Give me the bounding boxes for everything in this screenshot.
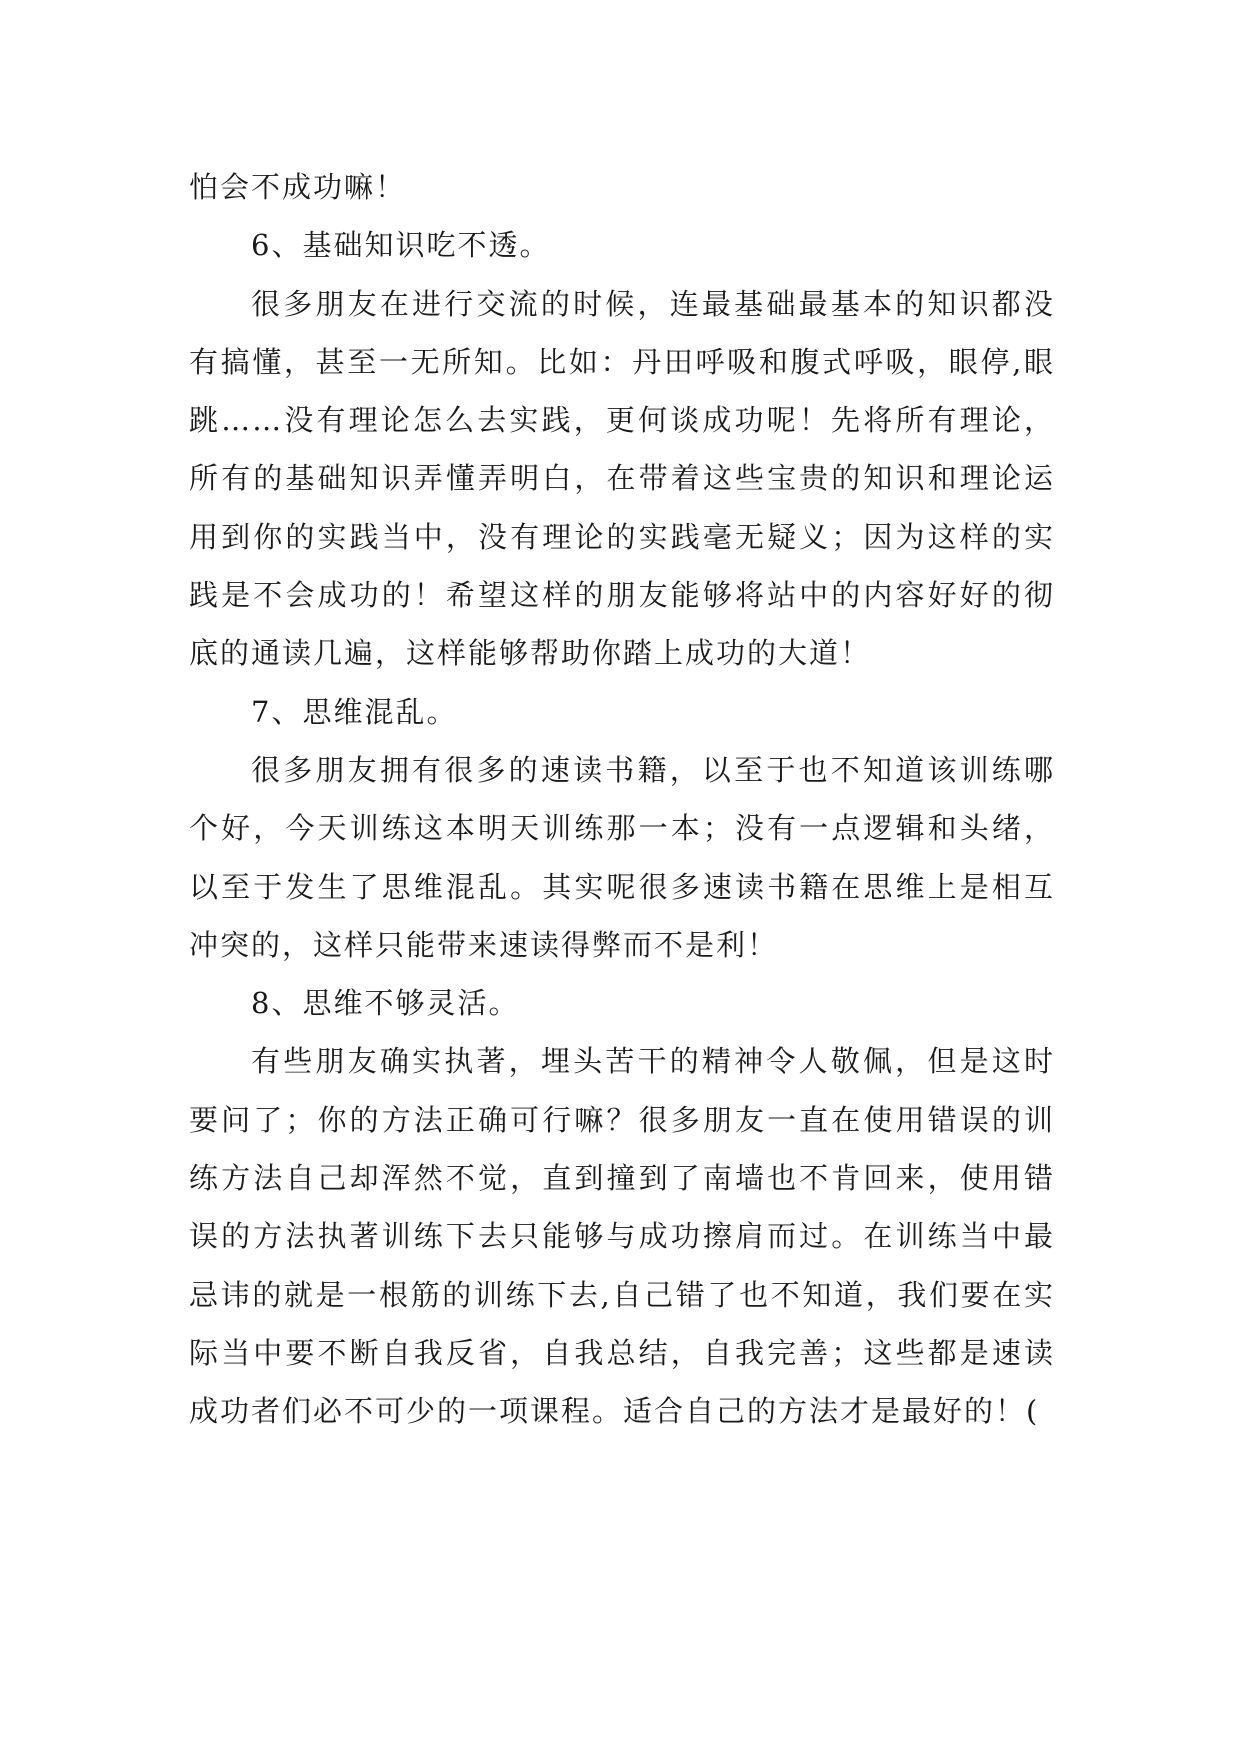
heading-item-8: 8、思维不够灵活。 [251,986,520,1021]
heading-item-7: 7、思维混乱。 [251,694,458,729]
document-body [189,158,1055,1441]
paragraph-continuation: 怕会不成功嘛！ [189,170,407,204]
paragraph-item-6: 很多朋友在进行交流的时候，连最基础最基本的知识都没有搞懂，甚至一无所知。比如：丹田呼吸和腹式呼吸，眼停,眼跳……没有理论怎么去实践，更何谈成功呢！先将所有理论，所有的基础知识弄懂弄明白，在带着这些宝贵的知识和理论运用到你的实践当中，没有理论的实践毫无疑义；因为这样的实践是不会成功的！希望这样的朋友能够将站中的内容好好的彻底的通读几遍，这样能够帮助你踏上成功的大道！ [189,286,1055,671]
paragraph-item-8: 有些朋友确实执著，埋头苦干的精神令人敬佩，但是这时要问了；你的方法正确可行嘛？很多朋友一直在使用错误的训练方法自己却浑然不觉，直到撞到了南墙也不肯回来，使用错误的方法执著训练下去只能够与成功擦肩而过。在训练当中最忌讳的就是一根筋的训练下去,自己错了也不知道，我们要在实际当中要不断自我反省，自我总结，自我完善；这些都是速读成功者们必不可少的一项课程。适合自己的方法才是最好的！( [189,1044,1055,1429]
paragraph-item-7: 很多朋友拥有很多的速读书籍，以至于也不知道该训练哪个好，今天训练这本明天训练那一本；没有一点逻辑和头绪，以至于发生了思维混乱。其实呢很多速读书籍在思维上是相互冲突的，这样只能带来速读得弊而不是利！ [189,752,1055,962]
heading-item-6: 6、基础知识吃不透。 [251,228,551,263]
